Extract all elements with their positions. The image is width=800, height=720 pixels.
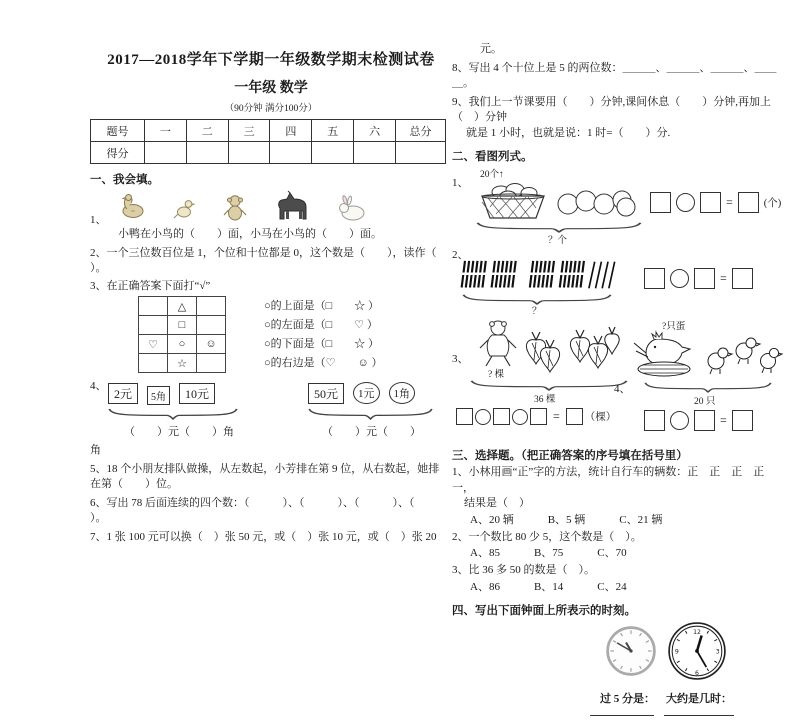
- q9-text-line2: 就是 1 小时，也就是说：1 时=（ ）分.: [466, 126, 671, 139]
- q5-text-line1: 5、18 个小朋友排队做操，从左数起，小芳排在第 9 位，从右数起，她排: [90, 462, 440, 475]
- result-box: [732, 268, 753, 289]
- answer-box: [700, 192, 721, 213]
- score-header-cell: 六: [354, 120, 396, 142]
- under-brace: [470, 380, 628, 390]
- answer-box: [493, 408, 510, 425]
- answer-box: [694, 268, 715, 289]
- q3-options: [264, 297, 383, 373]
- equals-sign: =: [726, 195, 733, 209]
- option-a: A、86: [470, 580, 500, 593]
- clock1-answer-blank: [590, 714, 654, 716]
- q4-number: 4、: [90, 380, 107, 392]
- clock-number-3: 3: [715, 648, 720, 656]
- pic-problems-3-4: [452, 318, 787, 440]
- q1-text: 小鸭在小鸟的（ ）面，小马在小鸟的（ ）面。: [118, 228, 382, 240]
- q3-option-line: ○的下面是（□ ☆ ）: [264, 337, 380, 350]
- choice3-line: 3、比 36 多 50 的数是（ ）。: [452, 564, 595, 576]
- option-c: C、70: [597, 547, 627, 559]
- score-table: [90, 119, 446, 164]
- answer-box: [456, 408, 473, 425]
- option-a: A、85: [470, 547, 500, 559]
- q8-text: 8、写出 4 个十位上是 5 的两位数：＿＿＿、＿＿＿、＿＿＿、＿＿＿。: [452, 61, 777, 89]
- equals-sign: =: [720, 413, 727, 427]
- grid-cell-smiley: ☺: [197, 335, 226, 354]
- result-box: [566, 408, 583, 425]
- page-title: 2017—2018学年下学期一年级数学期末检测试卷: [107, 52, 435, 68]
- p4-equation: [644, 410, 753, 431]
- duration-note: （90分钟 满分100分）: [224, 104, 318, 114]
- score-header-cell: 二: [186, 120, 228, 142]
- score-value-row: [91, 142, 446, 164]
- section2-heading: 二、看图列式。: [452, 151, 533, 163]
- grid-cell: [139, 316, 168, 335]
- score-row-label: 得分: [91, 142, 145, 164]
- score-header-cell: 三: [228, 120, 270, 142]
- grid-cell: [139, 297, 168, 316]
- score-header-cell: 五: [312, 120, 354, 142]
- q6-text-line1: 6、写出 78 后面连续的四个数：（ ）、（ ）、（ ）、（: [90, 496, 415, 509]
- q3-option-line: ○的右边是（♡ ☺ ）: [264, 356, 383, 369]
- chick: [736, 338, 760, 364]
- option-a: A、20 辆: [470, 513, 514, 526]
- clock2-caption: 大约是几时：: [666, 692, 732, 705]
- score-empty-cell: [186, 142, 228, 164]
- shape-grid: [138, 296, 226, 373]
- score-empty-cell: [270, 142, 312, 164]
- operator-circle: [475, 409, 491, 425]
- clock1-icon: [604, 624, 658, 678]
- pic-problem-1: [452, 166, 787, 244]
- grid-cell: [197, 316, 226, 335]
- duck-icon: [118, 191, 148, 221]
- choice1-options: [452, 512, 787, 528]
- p2-equation: [644, 268, 753, 289]
- q4-money-block: [90, 377, 452, 443]
- q7-carry: 元。: [480, 43, 502, 55]
- under-brace: [476, 222, 642, 232]
- answer-box: [650, 192, 671, 213]
- p4-item-label: ?只蛋: [662, 322, 686, 332]
- clock-problems: [452, 620, 787, 720]
- section4-heading: 四、写出下面钟面上所表示的时刻。: [452, 604, 636, 617]
- p1-unit-label: (个): [763, 198, 782, 209]
- grid-cell: [197, 354, 226, 373]
- p3-brace-label: 36 棵: [534, 395, 556, 405]
- page-subtitle: 一年级 数学: [234, 81, 308, 96]
- operator-circle: [512, 409, 528, 425]
- p3-equation: [456, 408, 616, 425]
- score-empty-cell: [396, 142, 446, 164]
- radish-group-left: [526, 332, 559, 372]
- money-coin: 1角: [389, 382, 416, 404]
- grid-cell-heart: ♡: [139, 335, 168, 354]
- grid-cell-circle: ○: [168, 335, 197, 354]
- grid-cell: [139, 354, 168, 373]
- answer-box: [694, 410, 715, 431]
- score-empty-cell: [228, 142, 270, 164]
- grid-cell-square: □: [168, 316, 197, 335]
- animal-icons: [118, 191, 368, 221]
- pic-problem-2: [452, 246, 787, 317]
- p1-number: 1、: [452, 177, 469, 189]
- money-coin: 1元: [353, 382, 380, 404]
- q4-group1-answer: （ ）元（ ）角: [124, 426, 234, 438]
- chick: [761, 348, 783, 373]
- clock-number-9: 9: [674, 648, 679, 656]
- money-note: 50元: [308, 383, 344, 404]
- clock-number-12: 12: [693, 628, 701, 636]
- score-table-header-row: [91, 120, 446, 142]
- grid-cell-star: ☆: [168, 354, 197, 373]
- q2-text-line2: ）。: [90, 262, 107, 274]
- p4-brace-label: 20 只: [694, 397, 716, 407]
- result-box: [732, 410, 753, 431]
- score-empty-cell: [312, 142, 354, 164]
- choice3-options: [452, 579, 787, 595]
- p3-number: 3、: [452, 353, 469, 365]
- q2-text-line1: 2、一个三位数百位是 1，个位和十位都是 0，这个数是（ ），读作（: [90, 246, 437, 259]
- q3-text: 3、在正确答案下面打“√”: [90, 279, 211, 292]
- egg-basket-icon: [474, 176, 552, 220]
- clock-number-6: 6: [695, 669, 699, 677]
- under-brace: [108, 408, 238, 419]
- p2-number: 2、: [452, 249, 469, 261]
- choice1-line1: 1、小林用画“正”字的方法，统计自行车的辆数：正 正 正 正 一，: [452, 466, 776, 494]
- q6-text-line2: ）。: [90, 512, 107, 524]
- money-note: 10元: [179, 383, 215, 404]
- score-header-cell: 一: [145, 120, 187, 142]
- horse-icon: [274, 191, 310, 221]
- p1-brace-label: ？个: [548, 236, 568, 246]
- option-c: C、24: [597, 580, 627, 593]
- money-note: 5角: [147, 386, 170, 405]
- hen-chicks-icon: [628, 329, 780, 379]
- q9-text-line1: 9、我们上一节课要用（ ）分钟,课间休息（ ）分钟,再加上（ ）分钟: [452, 95, 771, 123]
- grid-cell: [197, 297, 226, 316]
- clock1-caption: 过 5 分是：: [600, 692, 655, 705]
- result-box: [738, 192, 759, 213]
- right-column: [452, 42, 787, 720]
- answer-box: [644, 410, 665, 431]
- score-empty-cell: [354, 142, 396, 164]
- q4-carry: 角: [90, 444, 101, 456]
- choice2-line: 2、一个数比 80 少 5，这个数是（ ）。: [452, 530, 642, 543]
- option-c: C、21 辆: [619, 513, 663, 526]
- operator-circle: [670, 411, 689, 430]
- choice1-line2: 结果是（ ）: [464, 497, 530, 509]
- grid-cell-triangle: △: [168, 297, 197, 316]
- answer-box: [644, 268, 665, 289]
- radish-group-right: [570, 327, 619, 368]
- rabbit-icon: [336, 195, 368, 221]
- up-arrow-icon: ↑: [499, 170, 504, 180]
- operator-circle: [670, 269, 689, 288]
- clock2-answer-blank: [664, 714, 734, 716]
- q4-group2-answer: （ ）元（ ）: [322, 426, 421, 438]
- score-header-cell: 总分: [396, 120, 446, 142]
- p1-equation: [650, 192, 781, 213]
- monkey-icon: [222, 193, 248, 221]
- score-empty-cell: [145, 142, 187, 164]
- section3-heading: 三、选择题。（把正确答案的序号填在括号里）: [452, 450, 688, 462]
- q3-option-line: ○的左面是（□ ♡ ）: [264, 318, 378, 331]
- left-column: [90, 48, 452, 545]
- answer-box: [530, 408, 547, 425]
- score-header-cell: 四: [270, 120, 312, 142]
- q3-option-line: ○的上面是（□ ☆ ）: [264, 299, 380, 312]
- section1-heading: 一、我会填。: [90, 174, 159, 186]
- p4-number: 4、: [614, 383, 631, 395]
- clock2-icon: [666, 620, 728, 682]
- p3-item-label: ? 棵: [488, 370, 505, 380]
- option-b: B、75: [533, 547, 564, 559]
- under-brace: [644, 382, 772, 392]
- q5-text-line2: 在第（ ）位。: [90, 478, 178, 490]
- loose-eggs-icon: [556, 190, 638, 218]
- option-b: B、14: [533, 580, 564, 593]
- equals-sign: =: [720, 271, 727, 285]
- score-header-cell: 题号: [91, 120, 145, 142]
- q7-text: 7、1 张 100 元可以换（ ）张 50 元，或（ ）张 10 元，或（ ）张 20: [90, 530, 437, 543]
- p2-brace-label: ？: [532, 307, 542, 317]
- bird-icon: [174, 195, 196, 221]
- equals-sign: =: [553, 409, 560, 423]
- operator-circle: [676, 193, 695, 212]
- p1-basket-count: 20个: [480, 170, 500, 180]
- choice2-options: [452, 545, 787, 561]
- q1-animals-row: [90, 191, 452, 227]
- chick: [708, 348, 732, 374]
- stick-bundles-icon: [460, 259, 618, 291]
- q4-group2: [308, 382, 415, 404]
- p3-unit-label: （棵）: [584, 412, 617, 423]
- money-note: 2元: [108, 383, 138, 404]
- q3-grid-area: [90, 296, 452, 373]
- q1-number: 1、: [90, 214, 107, 226]
- option-b: B、5 辆: [547, 513, 586, 526]
- under-brace: [308, 408, 433, 419]
- q4-group1: [108, 382, 215, 405]
